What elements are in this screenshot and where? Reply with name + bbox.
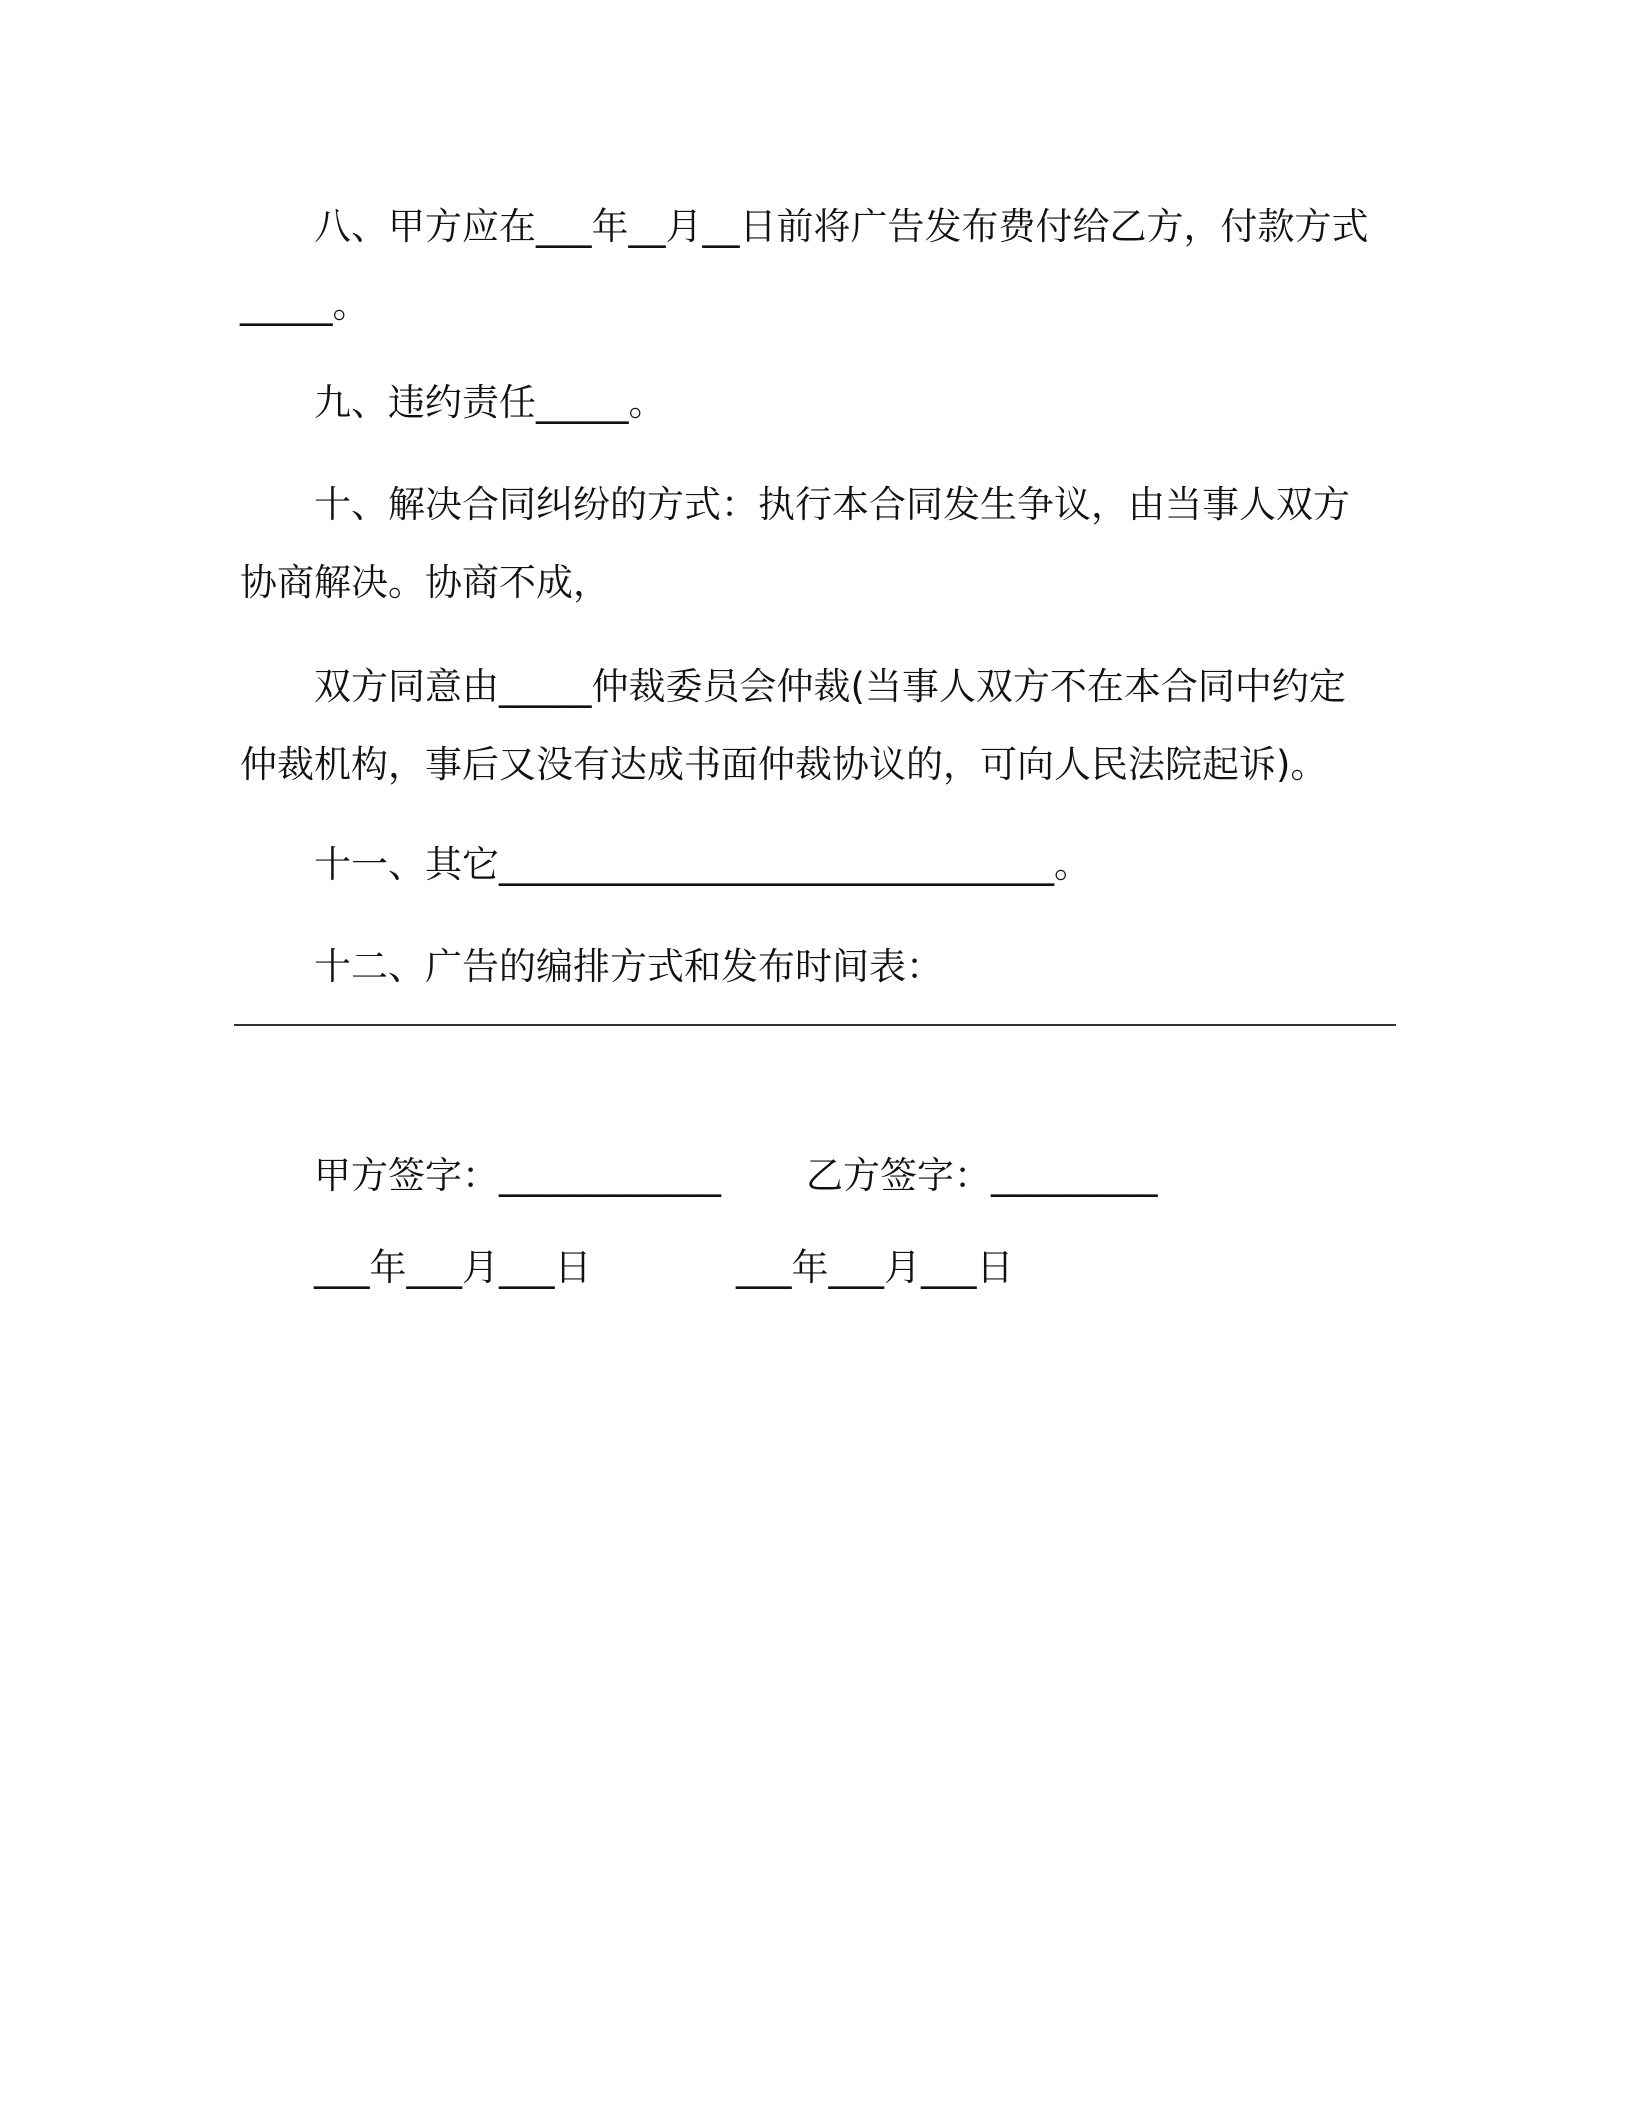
- schedule-divider: [234, 1024, 1396, 1026]
- clause-8: 八、甲方应在___年__月__日前将广告发布费付给乙方，付款方式_____。: [240, 205, 1369, 326]
- party-b-date: ___年___月___日: [736, 1246, 1014, 1289]
- clause-10: 十、解决合同纠纷的方式：执行本合同发生争议，由当事人双方协商解决。协商不成，: [240, 483, 1350, 604]
- party-b-signature: 乙方签字：_________: [806, 1154, 1158, 1197]
- clause-12: 十二、广告的编排方式和发布时间表：: [314, 945, 943, 988]
- party-a-date: ___年___月___日: [314, 1246, 592, 1289]
- party-a-signature: 甲方签字：____________: [314, 1154, 721, 1197]
- clause-10-arbitration: 双方同意由_____仲裁委员会仲裁(当事人双方不在本合同中约定仲裁机构，事后又没有达成书面仲裁协议的，可向人民法院起诉)。: [240, 665, 1346, 786]
- clause-11: 十一、其它______________________________。: [314, 843, 1091, 886]
- clause-9: 九、违约责任_____。: [314, 381, 666, 424]
